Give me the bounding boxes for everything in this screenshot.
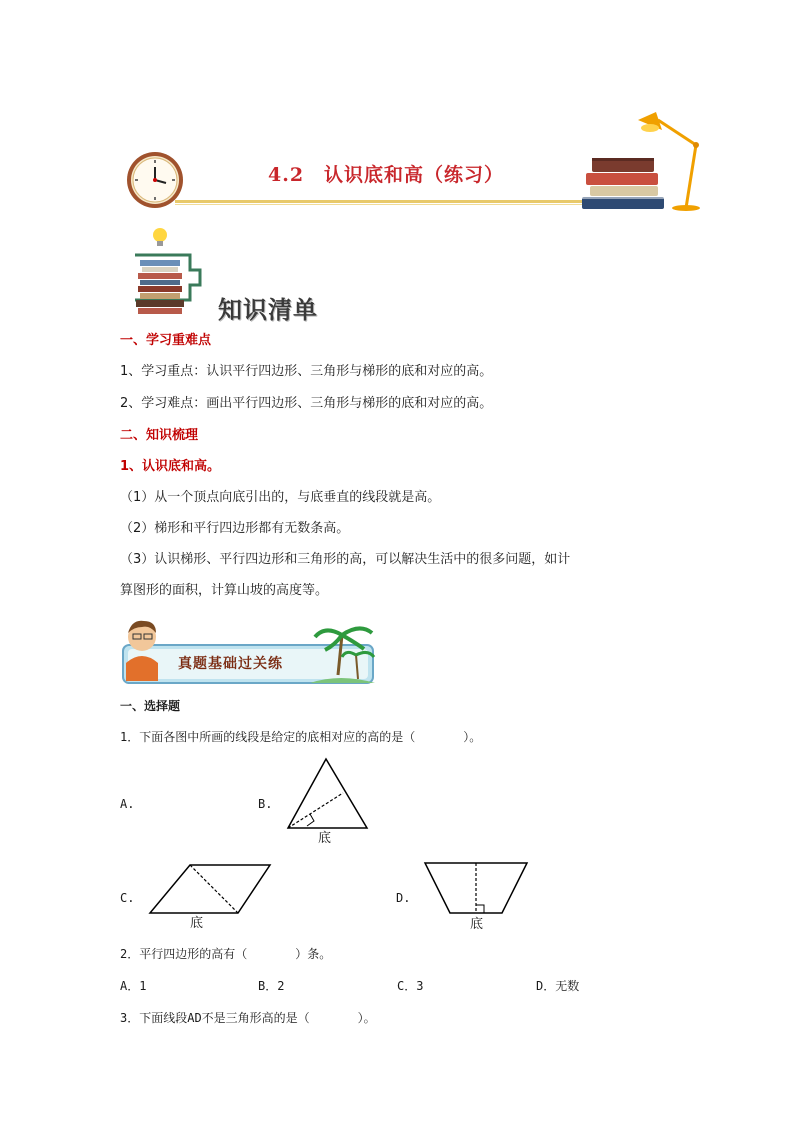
header-line	[175, 200, 590, 203]
trapezoid-figure-d	[420, 858, 532, 918]
question-1: 1．下面各图中所画的线段是给定的底相对应的高的是（ ）。	[120, 730, 482, 744]
knowledge-item-3-line-2: 算图形的面积，计算山坡的高度等。	[120, 583, 329, 598]
q2-option-a: A．1	[120, 979, 147, 993]
question-2: 2．平行四边形的高有（ ）条。	[120, 947, 332, 961]
section-heading-knowledge: 二、知识梳理	[120, 428, 199, 443]
q2-option-b: B．2	[258, 979, 285, 993]
knowledge-list-badge-text: 知识清单	[218, 295, 318, 324]
section-heading-key-points: 一、学习重难点	[120, 333, 212, 348]
q1-option-a: A.	[120, 797, 135, 811]
q2-option-d: D．无数	[536, 979, 580, 993]
triangle-figure-b	[280, 755, 375, 835]
subheading-base-height: 1、认识底和高。	[120, 459, 221, 474]
trapezoid-d-base-label: 底	[470, 917, 484, 932]
q1-option-d: D.	[396, 891, 411, 905]
q2-option-c: C．3	[397, 979, 424, 993]
parallelogram-c-base-label: 底	[190, 916, 204, 931]
knowledge-badge-icon	[130, 225, 220, 325]
key-point-2: 2、学习难点：画出平行四边形、三角形与梯形的底和对应的高。	[120, 396, 493, 411]
knowledge-item-1: （1）从一个顶点向底引出的，与底垂直的线段就是高。	[120, 490, 441, 505]
q1-option-c: C.	[120, 891, 135, 905]
knowledge-item-2: （2）梯形和平行四边形都有无数条高。	[120, 521, 350, 536]
triangle-b-base-label: 底	[318, 831, 332, 846]
section-choice-questions: 一、选择题	[120, 699, 181, 713]
books-lamp-icon	[578, 100, 708, 215]
key-point-1: 1、学习重点：认识平行四边形、三角形与梯形的底和对应的高。	[120, 364, 493, 379]
knowledge-item-3-line-1: （3）认识梯形、平行四边形和三角形的高，可以解决生活中的很多问题，如计	[120, 552, 571, 567]
parallelogram-figure-c	[145, 860, 275, 918]
question-3: 3．下面线段AD不是三角形高的是（ ）。	[120, 1011, 376, 1025]
header-line-secondary	[175, 204, 590, 205]
practice-banner-graphic	[120, 615, 380, 687]
page-title: 4.2 认识底和高（练习）	[268, 164, 505, 186]
q1-option-b: B.	[258, 797, 273, 811]
practice-banner-label: 真题基础过关练	[178, 656, 283, 672]
